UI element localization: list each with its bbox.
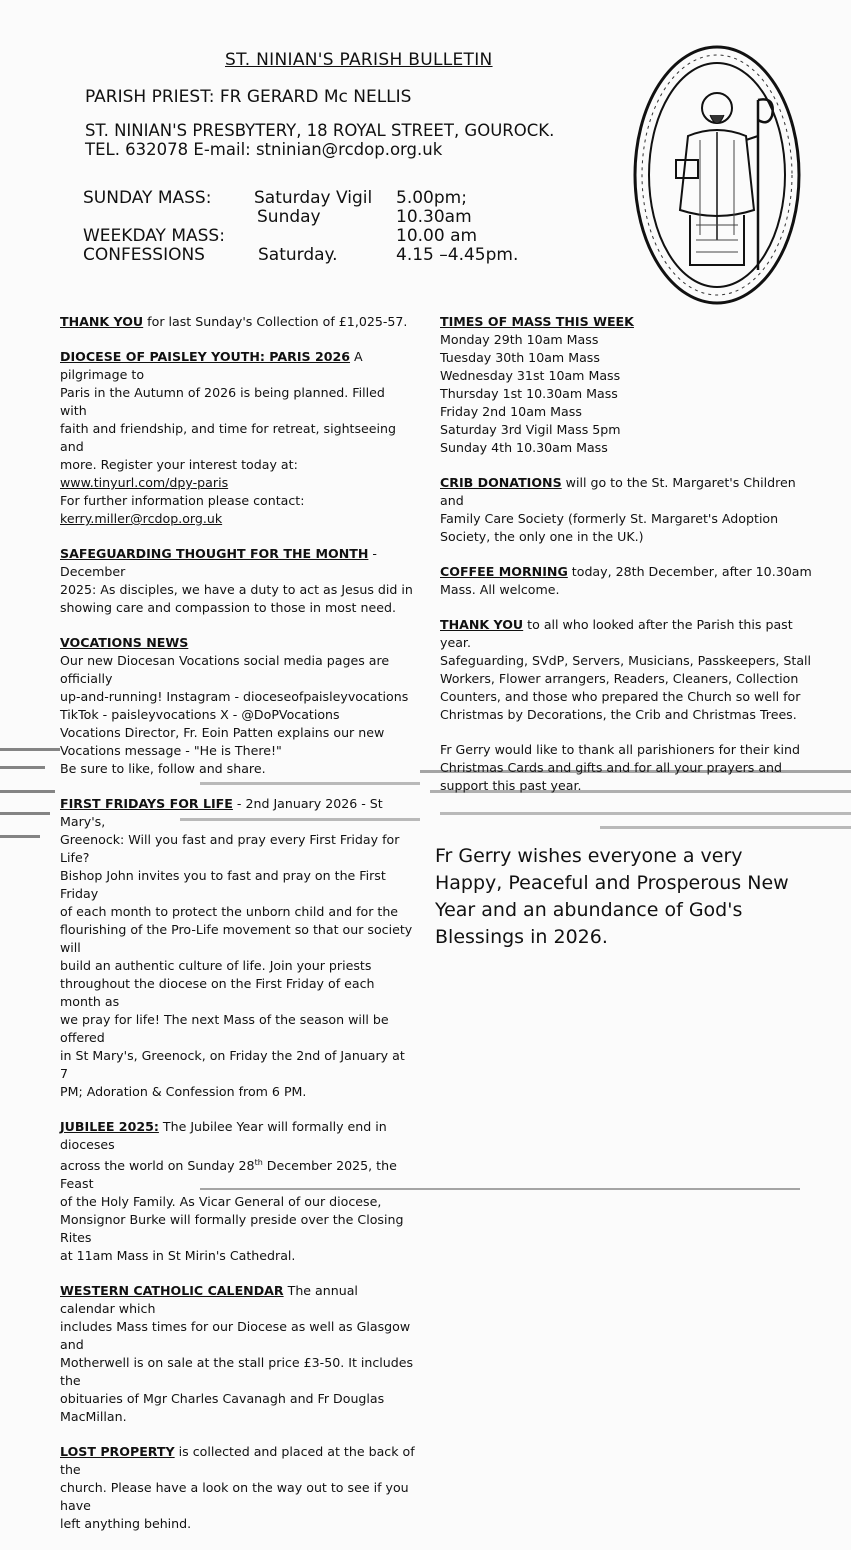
times-row: Saturday 3rd Vigil Mass 5pm (440, 422, 621, 437)
first-fridays-text-5: flourishing of the Pro-Life movement so that our society will (60, 922, 413, 955)
youth-text-2: Paris in the Autumn of 2026 is being planned. Filled with (60, 385, 385, 418)
crib-text-3: Society, the only one in the UK.) (440, 529, 644, 544)
vocations-text-4: Vocations Director, Fr. Eoin Patten explains our new (60, 725, 385, 740)
noise-streak (0, 766, 45, 769)
jubilee-text-5: at 11am Mass in St Mirin's Cathedral. (60, 1248, 296, 1264)
vocations-text-6: Be sure to like, follow and share. (60, 761, 266, 776)
safeguarding-text-3: showing care and compassion to those in most need. (60, 600, 396, 615)
sunday-vigil: Saturday Vigil (254, 188, 373, 208)
calendar-text-4: obituaries of Mgr Charles Cavanagh and Fr Douglas (60, 1391, 385, 1407)
jubilee-text-2b: December 2025, the Feast (60, 1158, 397, 1192)
noise-streak (200, 1188, 800, 1190)
calendar-text-1: The annual calendar which (60, 1283, 358, 1317)
thank-you-text: for last Sunday's Collection of £1,025-57. (143, 314, 408, 329)
greeting-line-3: Year and an abundance of God's (435, 899, 743, 921)
thanks-text-1: to all who looked after the Parish this past year. (440, 617, 793, 650)
youth-paris-item (60, 348, 415, 528)
fr-gerry-thanks-item (440, 741, 815, 795)
confessions-time: 4.15 –4.45pm. (396, 245, 519, 265)
sunday-mass-label: SUNDAY MASS: (83, 188, 212, 208)
times-heading: TIMES OF MASS THIS WEEK (440, 314, 634, 329)
safeguarding-heading: SAFEGUARDING THOUGHT FOR THE MONTH (60, 546, 369, 561)
coffee-morning-item (440, 563, 815, 599)
thank-you-parish-item (440, 616, 815, 724)
jubilee-text-3: of the Holy Family. As Vicar General of our diocese, (60, 1194, 382, 1210)
first-fridays-text-3: Bishop John invites you to fast and pray on the First Friday (60, 868, 386, 901)
thanks-text-3: Workers, Flower arrangers, Readers, Cleaners, Collection (440, 671, 799, 686)
mass-times-week (440, 313, 815, 457)
thank-you-heading: THANK YOU (60, 314, 144, 329)
jubilee-text-2a: across the world on Sunday 28 (60, 1158, 255, 1174)
parish-priest: PARISH PRIEST: FR GERARD Mc NELLIS (85, 87, 412, 107)
lost-property-text-1: is collected and placed at the back of the (60, 1444, 415, 1478)
first-fridays-text-4: of each month to protect the unborn child and for the (60, 904, 399, 919)
noise-streak (0, 748, 60, 751)
coffee-text-1: today, 28th December, after 10.30am (567, 564, 812, 579)
safeguarding-text-1: - December (60, 546, 377, 579)
noise-streak (440, 812, 851, 815)
new-year-greeting (435, 843, 835, 951)
noise-streak (0, 812, 50, 815)
sunday-vigil-time: 5.00pm; (396, 188, 467, 208)
vocations-text-2: up-and-running! Instagram - dioceseofpaisleyvocations (60, 689, 409, 704)
first-fridays-text-8: we pray for life! The next Mass of the season will be offered (60, 1012, 389, 1045)
sunday-day: Sunday (257, 207, 321, 227)
gerry-text-2: Christmas Cards and gifts and for all your prayers and (440, 760, 783, 775)
first-fridays-text-1: - 2nd January 2026 - St Mary's, (60, 796, 383, 829)
calendar-text-5: MacMillan. (60, 1409, 127, 1425)
weekday-mass-label: WEEKDAY MASS: (83, 226, 225, 246)
safeguarding-item (60, 545, 415, 617)
thanks-heading: THANK YOU (440, 617, 524, 632)
confessions-day: Saturday. (258, 245, 338, 265)
thanks-text-5: Christmas by Decorations, the Crib and Christmas Trees. (440, 707, 797, 722)
gerry-text-3: support this past year. (440, 778, 582, 793)
lost-property-text-3: left anything behind. (60, 1516, 192, 1532)
first-fridays-text-7: throughout the diocese on the First Friday of each month as (60, 976, 375, 1009)
lost-property-text-2: church. Please have a look on the way out to see if you have (60, 1480, 409, 1514)
lost-property-heading: LOST PROPERTY (60, 1444, 175, 1460)
greeting-line-2: Happy, Peaceful and Prosperous New (435, 872, 789, 894)
noise-streak (0, 790, 55, 793)
crib-text-2: Family Care Society (formerly St. Margaret's Adoption (440, 511, 779, 526)
calendar-heading: WESTERN CATHOLIC CALENDAR (60, 1283, 284, 1299)
weekday-time: 10.00 am (396, 226, 478, 246)
times-row: Friday 2nd 10am Mass (440, 404, 582, 419)
youth-text-3: faith and friendship, and time for retreat, sightseeing and (60, 421, 397, 454)
youth-link[interactable]: www.tinyurl.com/dpy-paris (60, 475, 229, 490)
jubilee-text-4: Monsignor Burke will formally preside over the Closing Rites (60, 1212, 404, 1246)
jubilee-item (60, 1118, 415, 1265)
noise-streak (600, 826, 851, 829)
vocations-text-1: Our new Diocesan Vocations social media pages are officially (60, 653, 390, 686)
first-fridays-text-6: build an authentic culture of life. Join your priests (60, 958, 372, 973)
crib-heading: CRIB DONATIONS (440, 475, 562, 490)
first-fridays-heading: FIRST FRIDAYS FOR LIFE (60, 796, 233, 811)
times-row: Thursday 1st 10.30am Mass (440, 386, 618, 401)
times-row: Sunday 4th 10.30am Mass (440, 440, 608, 455)
thanks-text-4: Counters, and those who prepared the Church so well for (440, 689, 801, 704)
contact-line: TEL. 632078 E-mail: stninian@rcdop.org.uk (85, 140, 443, 159)
noise-streak (180, 818, 420, 821)
times-row: Tuesday 30th 10am Mass (440, 350, 600, 365)
noise-streak (200, 782, 420, 785)
vocations-text-3: TikTok - paisleyvocations X - @DoPVocations (60, 707, 340, 722)
saint-ninian-seal-image (630, 40, 805, 310)
youth-text-4: more. Register your interest today at: (60, 457, 298, 472)
crib-donations-item (440, 474, 815, 546)
noise-streak (420, 770, 851, 773)
safeguarding-text-2: 2025: As disciples, we have a duty to act as Jesus did in (60, 582, 413, 597)
thank-you-collection (60, 313, 415, 331)
times-row: Wednesday 31st 10am Mass (440, 368, 621, 383)
calendar-text-3: Motherwell is on sale at the stall price £3-50. It includes the (60, 1355, 414, 1389)
calendar-text-2: includes Mass times for our Diocese as well as Glasgow and (60, 1319, 411, 1353)
first-fridays-text-10: PM; Adoration & Confession from 6 PM. (60, 1084, 307, 1099)
presbytery-address: ST. NINIAN'S PRESBYTERY, 18 ROYAL STREET, GOUROCK. (85, 121, 555, 140)
gerry-text-1: Fr Gerry would like to thank all parishioners for their kind (440, 742, 801, 757)
vocations-item (60, 634, 415, 778)
noise-streak (430, 790, 851, 793)
left-column (60, 313, 415, 1550)
thanks-text-2: Safeguarding, SVdP, Servers, Musicians, Passkeepers, Stall (440, 653, 812, 668)
greeting-line-1: Fr Gerry wishes everyone a very (435, 845, 743, 867)
first-fridays-text-2: Greenock: Will you fast and pray every First Friday for Life? (60, 832, 400, 865)
right-column (440, 313, 815, 812)
noise-streak (0, 835, 40, 838)
vocations-text-5: Vocations message - "He is There!" (60, 743, 282, 758)
youth-email[interactable]: kerry.miller@rcdop.org.uk (60, 511, 223, 526)
greeting-line-4: Blessings in 2026. (435, 926, 608, 948)
coffee-text-2: Mass. All welcome. (440, 582, 560, 597)
first-fridays-text-9: in St Mary's, Greenock, on Friday the 2nd of January at 7 (60, 1048, 405, 1081)
bulletin-title: ST. NINIAN'S PARISH BULLETIN (225, 50, 493, 70)
confessions-label: CONFESSIONS (83, 245, 205, 265)
sunday-time: 10.30am (396, 207, 472, 227)
jubilee-heading: JUBILEE 2025: (60, 1119, 159, 1134)
youth-heading: DIOCESE OF PAISLEY YOUTH: PARIS 2026 (60, 349, 351, 364)
youth-text-5: For further information please contact: (60, 493, 305, 508)
times-row: Monday 29th 10am Mass (440, 332, 599, 347)
first-fridays-item (60, 795, 415, 1101)
lost-property-item (60, 1443, 415, 1533)
jubilee-text-1: The Jubilee Year will formally end in dioceses (60, 1119, 387, 1152)
calendar-item (60, 1282, 415, 1426)
coffee-heading: COFFEE MORNING (440, 564, 568, 579)
jubilee-superscript: th (254, 1158, 263, 1167)
youth-text-1: A pilgrimage to (60, 349, 363, 382)
crib-text-1: will go to the St. Margaret's Children and (440, 475, 796, 508)
vocations-heading: VOCATIONS NEWS (60, 635, 189, 650)
